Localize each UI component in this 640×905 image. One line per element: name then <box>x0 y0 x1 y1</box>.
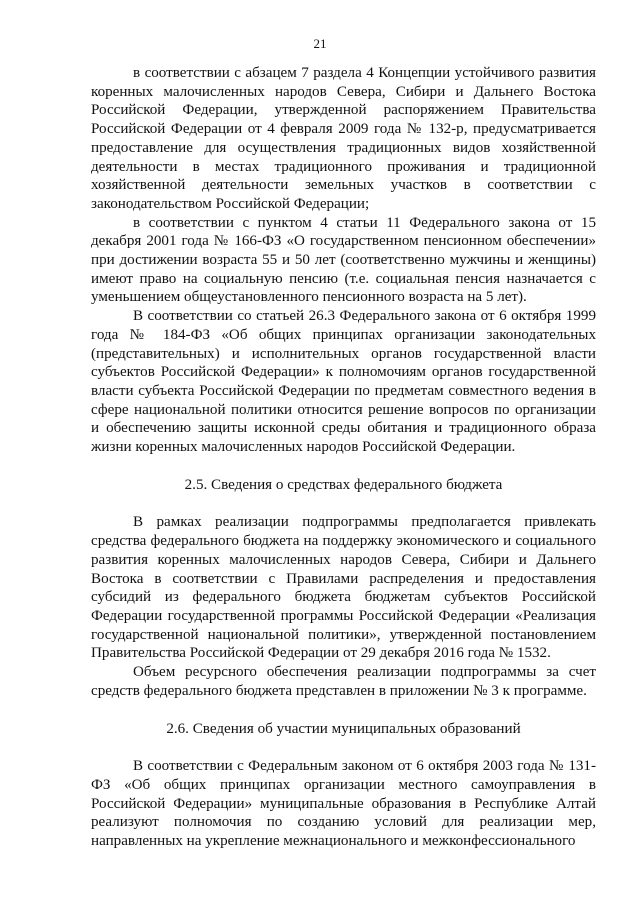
paragraph: в соответствии с пунктом 4 статьи 11 Федерального закона от 15 декабря 2001 года № 166-ФЗ «О государственном пенсионном обеспечении» при достижении возраста 55 и 50 лет (соответственно мужчины и женщины) имеют право на социальную пенсию (т.е. социальная пенсия назначается с уменьшением общеустановленного пенсионного возраста на 5 лет). <box>91 214 596 306</box>
paragraph: В соответствии со статьей 26.3 Федерального закона от 6 октября 1999 года № 184-ФЗ «Об общих принципах организации законодательных (представительных) и исполнительных органов государственной власти субъектов Российской Федерации» к полномочиям органов государственной власти субъекта Российской Федерации по предметам совместного ведения в сфере национальной политики относится решение вопросов по организации и обеспечению защиты исконной среды обитания и традиционного образа жизни коренных малочисленных народов Российской Федерации. <box>91 308 596 456</box>
section-heading-2-5: 2.5. Сведения о средствах федерального бюджета <box>184 476 503 493</box>
paragraph: Объем ресурсного обеспечения реализации подпрограммы за счет средств федерального бюджета представлен в приложении № 3 к программе. <box>91 664 596 699</box>
document-body <box>91 64 596 851</box>
paragraph: В рамках реализации подпрограммы предполагается привлекать средства федерального бюджета на поддержку экономического и социального развития коренных малочисленных народов Севера, Сибири и Дальнего Востока в соответствии с Правилами распределения и предоставления субсидий из федерального бюджета бюджетам субъектов Российской Федерации государственной программы Российской Федерации «Реализация государственной национальной политики», утвержденной постановлением Правительства Российской Федерации от 29 декабря 2016 года № 1532. <box>91 514 596 662</box>
section-heading-2-6: 2.6. Сведения об участии муниципальных образований <box>166 720 521 737</box>
page-number: 21 <box>313 36 327 51</box>
paragraph: В соответствии с Федеральным законом от 6 октября 2003 года № 131-ФЗ «Об общих принципах организации местного самоуправления в Российской Федерации» муниципальные образования в Республике Алтай реализуют полномочия по созданию условий для реализации мер, направленных на укрепление межнационального и межконфессионального <box>91 758 596 850</box>
paragraph: в соответствии с абзацем 7 раздела 4 Концепции устойчивого развития коренных малочисленных народов Севера, Сибири и Дальнего Востока Российской Федерации, утвержденной распоряжением Правительства Российской Федерации от 4 февраля 2009 года № 132-р, предусматривается предоставление для осуществления традиционных видов хозяйственной деятельности в местах традиционного проживания и традиционной хозяйственной деятельности земельных участков в соответствии с законодательством Российской Федерации; <box>91 65 596 212</box>
